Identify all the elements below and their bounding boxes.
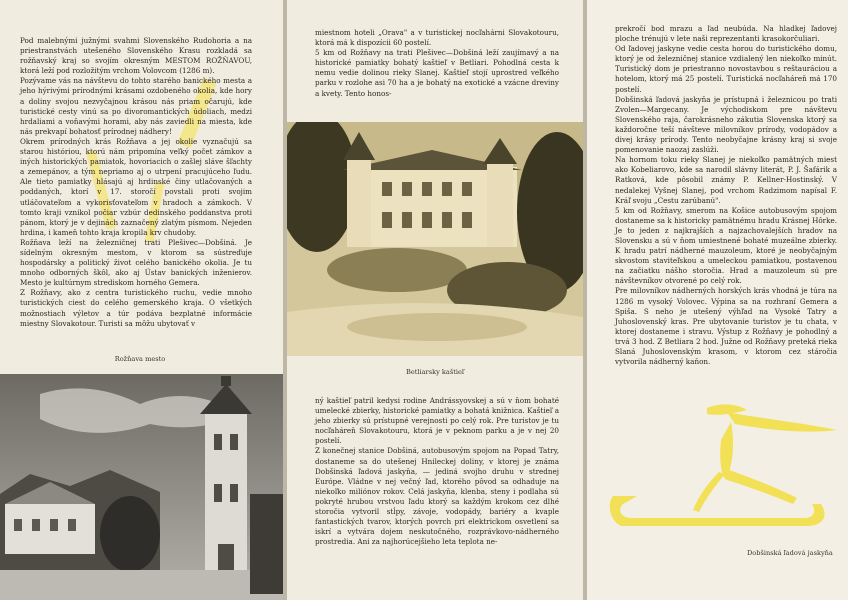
left-panel (0, 0, 283, 600)
body-text-panel1: Pod malebnými južnými svahmi Slovenského Rudohoria a na priestranstvách utešeného Slovenského Krasu rozkladá sa rožňavský kraj so svojím okresným MESTOM ROŽŇAVOU, ktorá leží pod rozložitým vrchom Volovcom (1286 m). Pozývame vás na návštevu do tohto starého banického mesta a jeho hýrivými prírodnými krásami ozdobeného okolia, kde hory a doliny svojou nezvyčajnou krásou nás priam očarujú, kde turistické cesty vinú sa po divoromantických údoliach, medzi hrdaliami a voňavými horami, aby nás zaviedli na miesta, kde nás prekvapí bohatosť prírodnej nádhery! Okrem prírodných krás Rožňava a jej okolie vyznačujú sa starou históriou, ktorú nám pripomína veľký počet zámkov a iných historických pamiatok, hovoriacich o zašlej sláve šľachty a zemepánov, a tým nepriamo aj o utrpení pracujúceho ľudu. Ale tieto pamiatky hlásajú aj hrdinské činy utlačovaných a poddaných, ktorí v 17. storočí povstali proti svojim utláčovateľom a vykorisťovateľom v hradoch a zámkoch. V tomto kraji vznikol počiar vzbúr dedinského poddanstva proti pánom, ktorý je v dejinách zaznačený zlatým písmom. Nejeden hrdina, i kameň tohto kraja kropila krv chudoby. Rožňava leží na železničnej trati Plešivec—Dobšiná. Je sídelným okresným mestom, v ktorom sa sústreďuje hospodársky a politický život celého banického okolia. Je tu mnoho odborných škôl, ako aj Ústav banických inženierov. Mesto je kultúrnym strediskom horného Gemera. Z Rožňavy, ako z centra turistického ruchu, vedie mnoho turistických ciest do celého gemerského kraja. O všetkých možnostiach výletov a túr podáva bezplatné informácie miestny Slovakotour. Turisti sa môžu ubytovať v (20, 36, 252, 328)
photo-caption-dobsina-cave: Dobšinská ľadová jaskyňa (747, 549, 833, 557)
ice-skater-illustration (607, 400, 848, 540)
betliar-manor-photo (287, 122, 583, 356)
roznava-town-photo (0, 374, 283, 600)
body-text-panel2-bottom: ný kaštieľ patril kedysi rodine Andrássyovskej a sú v ňom bohaté umelecké zbierky, historické pamiatky a bohatá knižnica. Kaštieľ a jeho zbierky sú prístupné verejnosti po celý rok. Pre turistov je tu nocľaháreň Slovakotouru, ktorá je v peknom parku a je v nej 20 postelí. Z konečnej stanice Dobšiná, autobusovým spojom na Popad Tatry, dostaneme sa do utešenej Hnileckej doliny, v ktorej je známa Dobšinská ľadová jaskyňa, — jediná svojho druhu v strednej Európe. Vládne v nej večný ľad, ktorého pôvod sa odhaduje na niekoľko miliónov rokov. Celá jaskyňa, klenba, steny i podlaha sú pokryté hrubou vrstvou ľadu ktorý sa každým krokom cez dlhé storočia vytvoril stĺpy, závoje, vodopády, bariéry a kvaple fantastických tvarov, ktorých povrch pri elektrickom osvetlení sa iskrí a vytvára dojem neskutočného, rozprávkovo-nádherného prostredia. Ani za najhorúcejšieho leta teplota ne- (315, 396, 559, 547)
right-panel (587, 0, 848, 600)
photo-caption-roznava: Rožňava mesto (114, 355, 166, 363)
photo-caption-betliar: Betliarsky kaštieľ (406, 368, 464, 376)
body-text-panel3: prekročí bod mrazu a ľad neubúda. Na hladkej ľadovej ploche trénujú v lete naši reprezentanti krasokorčuliari. Od ľadovej jaskyne vedie cesta horou do turistického domu, ktorý je od železničnej stanice vzdialený len niekoľko minút. Turistický dom je priestranno novostavbou s reštauráciou a hotelom, ktorý má 25 postelí. Turistická nocľaháreň má 170 postelí. Dobšinská ľadová jaskyňa je prístupná i železnicou po trati Zvolen—Margecany. Je východiskom pre návštevu Slovenského raja, čarokrásneho zákutia Slovenska ktorý sa každoročne teší návšteve milovníkov prírody, vodopádov a divej krásy prírody. Tento neobyčajne krásny kraj si svoje pomenovanie naozaj zaslúži. Na hornom toku rieky Slanej je niekoľko pamätných miest ako Kobeliarovo, kde sa narodil slávny literát, P. J. Šafárik a Ratková, kde pôsobil známy P. Kellner-Hostinský. V nedalekej Vyšnej Slanej, pod vrchom Radzimom napísal F. Kráľ svoju „Cestu zarúbanú". 5 km od Rožňavy, smerom na Košice autobusovým spojom dostaneme sa k historicky pamätnému hradu Krásnej Hôrke. Je to jeden z najkrajších a najzachovalejších hradov na Slovensku a sú v ňom umiestnené bohaté muzeálne zbierky. K hradu patrí nádherné mauzoleum, ktoré je neobyčajným skvostom staviteľskou a umeleckou pamiatkou, postavenou na začiatku nášho storočia. Hrad a mauzoleum sú pre návštevníkov otvorené po celý rok. Pre milovníkov nádherných horských krás vhodná je túra na 1286 m vysoký Volovec. Výpina sa na rozhraní Gemera a Spiša. S neho je utešený výhľad na Vysoké Tatry a Juhoslovenský kras. Pre ubytovanie turistov je tu chata, v ktorej dostaneme i stravu. Výstup z Rožňavy je pohodlný a trvá 3 hod. Z Betliara 2 hod. Južne od Rožňavy preteká rieka Slaná Juhoslovenským krasom, v ktorom cez stáročia vytvorila nádherný kaňon. (615, 24, 837, 367)
body-text-panel2-top: miestnom hoteli „Orava" a v turistickej nocľahárni Slovakotouru, ktorá má k dispozícii 60 postelí. 5 km od Rožňavy na trati Plešivec—Dobšiná leží zaujímavý a na historické pamiatky bohatý kaštieľ v Betliari. Pohodlná cesta k nemu vedie dolinou rieky Slanej. Kaštieľ stojí uprostred veľkého parku v rozlohe asi 70 ha a je bohatý na exotické a vzácne dreviny a kvety. Tento honos- (315, 28, 559, 98)
middle-panel (287, 0, 583, 600)
